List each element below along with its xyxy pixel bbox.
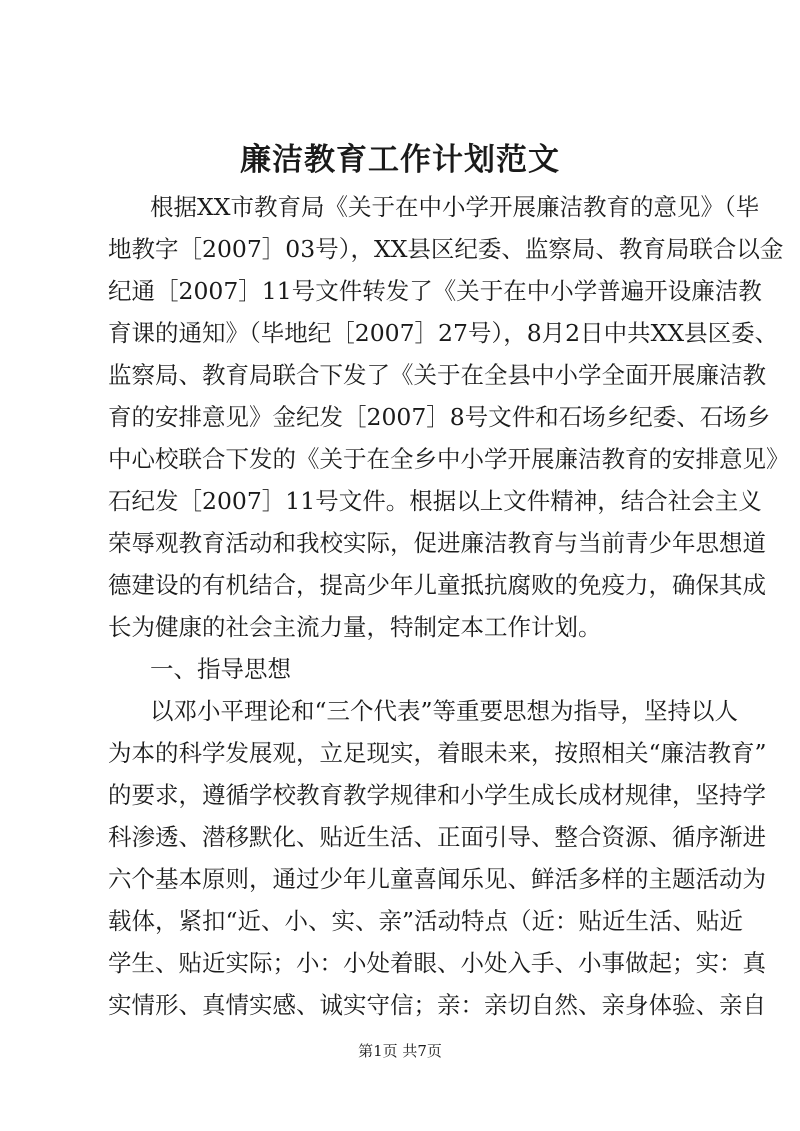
paragraph-line: 为本的科学发展观，立足现实，着眼未来，按照相关“廉洁教育”	[108, 739, 767, 767]
paragraph-line: 根据XX市教育局《关于在中小学开展廉洁教育的意见》（毕	[150, 193, 760, 221]
paragraph-line: 六个基本原则，通过少年儿童喜闻乐见、鲜活多样的主题活动为	[108, 865, 766, 893]
paragraph-line: 中心校联合下发的《关于在全乡中小学开展廉洁教育的安排意见》	[108, 445, 790, 473]
paragraph-line: 育的安排意见》金纪发［2007］8号文件和石场乡纪委、石场乡	[108, 403, 771, 431]
paragraph-line: 育课的通知》（毕地纪［2007］27号），8月2日中共XX县区委、	[108, 319, 779, 347]
paragraph-line: 的要求，遵循学校教育教学规律和小学生成长成材规律，坚持学	[108, 781, 766, 809]
paragraph-line: 长为健康的社会主流力量，特制定本工作计划。	[108, 613, 602, 641]
document-title: 廉洁教育工作计划范文	[240, 142, 560, 178]
paragraph-line: 德建设的有机结合，提高少年儿童抵抗腐败的免疫力，确保其成	[108, 571, 766, 599]
paragraph-line: 实情形、真情实感、诚实守信；亲：亲切自然、亲身体验、亲自	[108, 991, 766, 1019]
paragraph-line: 载体，紧扣“近、小、实、亲”活动特点（近：贴近生活、贴近	[108, 907, 744, 935]
paragraph-line: 监察局、教育局联合下发了《关于在全县中小学全面开展廉洁教	[108, 361, 766, 389]
paragraph-line: 学生、贴近实际；小：小处着眼、小处入手、小事做起；实：真	[108, 949, 766, 977]
paragraph-line: 纪通［2007］11号文件转发了《关于在中小学普遍开设廉洁教	[108, 277, 762, 305]
paragraph-line: 荣辱观教育活动和我校实际，促进廉洁教育与当前青少年思想道	[108, 529, 766, 557]
section-heading: 一、指导思想	[150, 655, 291, 683]
paragraph-line: 科渗透、潜移默化、贴近生活、正面引导、整合资源、循序渐进	[108, 823, 766, 851]
paragraph-line: 石纪发［2007］11号文件。根据以上文件精神，结合社会主义	[108, 487, 762, 515]
page-number-footer: 第1页 共7页	[358, 1042, 442, 1060]
paragraph-line: 地教字［2007］03号），XX县区纪委、监察局、教育局联合以金	[108, 235, 784, 263]
paragraph-line: 以邓小平理论和“三个代表”等重要思想为指导，坚持以人	[150, 697, 739, 725]
